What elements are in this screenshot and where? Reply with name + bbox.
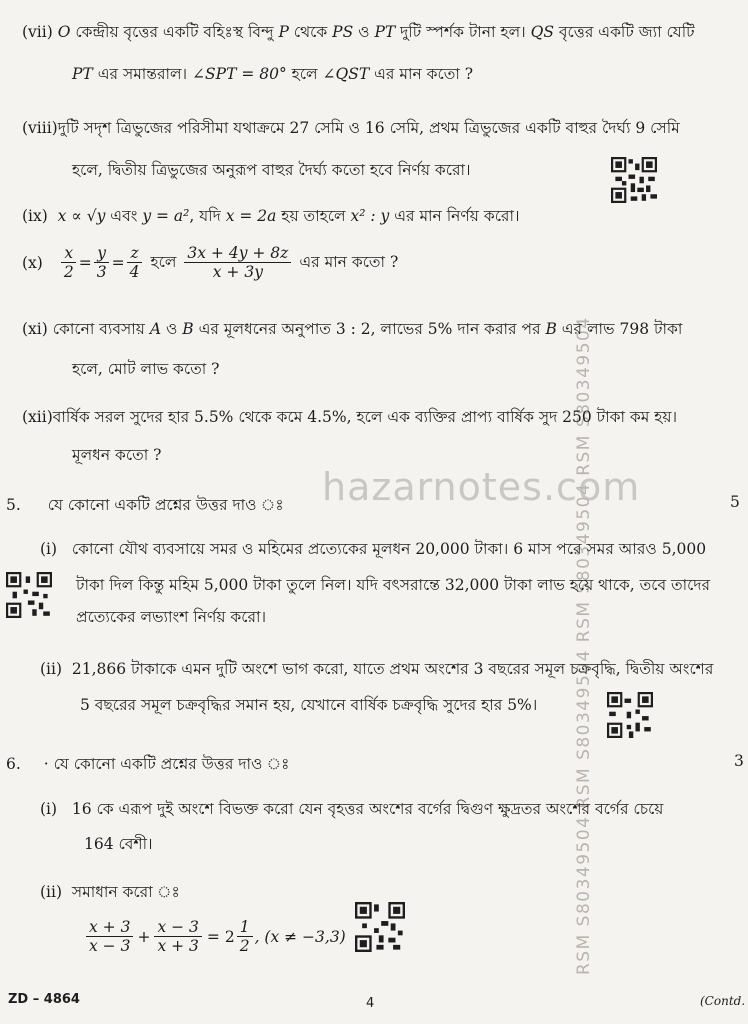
text: 21,866 টাকাকে এমন দুটি অংশে ভাগ করো, যাতে প্রথম অংশের 3 বছরের সমূল চক্রবৃদ্ধি, দ্বিতীয় অংশের — [71, 660, 714, 678]
math-text: x ∝ √y — [57, 207, 106, 225]
text: এর মান কতো ? — [299, 252, 399, 271]
item-number: (ix) — [22, 207, 48, 225]
math-text: B — [545, 320, 557, 338]
q4-x — [22, 244, 398, 281]
text: এর মূলধনের অনুপাত 3 : 2, লাভের 5% দান করার পর — [193, 320, 546, 338]
q4-xii-line2: মূলধন কতো ? — [72, 446, 162, 464]
math-text: PS — [332, 23, 354, 41]
item-number: (vii) — [22, 23, 53, 41]
math-text: B — [182, 320, 194, 338]
q4-viii-line2: হলে, দ্বিতীয় ত্রিভুজের অনুরূপ বাহুর দৈর্ঘ্য কতো হবে নির্ণয় করো। — [72, 161, 471, 179]
question-heading: · যে কোনো একটি প্রশ্নের উত্তর দাও ঃ — [43, 755, 290, 773]
side-stamp: RSM S80349504 RSM S80349504 RSM S80349504 RSM S80349504 — [574, 316, 594, 975]
watermark-text: hazarnotes.com — [322, 465, 641, 509]
q4-xii-line1 — [22, 405, 677, 431]
qr-code-icon — [355, 902, 405, 952]
q6-ii-equation — [84, 918, 346, 955]
item-number: (xii) — [22, 408, 53, 426]
condition: , (x ≠ −3,3) — [254, 927, 346, 946]
text: ও — [353, 23, 375, 41]
text: এর লাভ 798 টাকা — [556, 320, 683, 338]
item-number: (xi) — [22, 320, 48, 338]
qr-code-icon — [6, 572, 52, 618]
math-text: x = 2a — [225, 207, 277, 225]
text: থেকে — [288, 23, 333, 41]
question-number: 5. — [6, 496, 21, 514]
fraction — [154, 918, 201, 955]
text: , যদি — [189, 207, 226, 225]
q6-i-line1 — [40, 797, 663, 823]
denominator: x + 3 — [157, 937, 199, 955]
denominator: 2 — [63, 263, 74, 281]
qr-code-icon — [607, 692, 653, 738]
text: কোনো ব্যবসায় — [52, 320, 150, 338]
numerator: y — [94, 244, 109, 263]
fraction — [94, 244, 110, 281]
question-heading: যে কোনো একটি প্রশ্নের উত্তর দাও ঃ — [47, 496, 284, 514]
math-text: x² : y — [350, 207, 390, 225]
text: বৃত্তের একটি জ্যা যেটি — [553, 23, 695, 41]
text: দুটি সদৃশ ত্রিভুজের পরিসীমা যথাক্রমে 27 সেমি ও 16 সেমি, প্রথম ত্রিভুজের একটি বাহুর দৈর্ঘ্য 9 সেমি — [57, 119, 680, 137]
continued-label: (Contd. — [700, 994, 746, 1008]
numerator: x + 3 — [86, 918, 133, 937]
numerator: x − 3 — [154, 918, 201, 937]
q5-marks: 5 — [730, 493, 740, 511]
text: হয় তাহলে — [276, 207, 351, 225]
item-number: (x) — [22, 253, 43, 272]
text: বার্ষিক সরল সুদের হার 5.5% থেকে কমে 4.5%, হলে এক ব্যক্তির প্রাপ্য বার্ষিক সুদ 250 টাকা কম হয়। — [52, 408, 678, 426]
q5-ii-line2: 5 বছরের সমূল চক্রবৃদ্ধির সমান হয়, যেখানে বার্ষিক চক্রবৃদ্ধি সুদের হার 5%। — [80, 696, 538, 714]
q5-i-line1 — [40, 537, 706, 563]
item-number: (i) — [40, 800, 58, 818]
text: দুটি স্পর্শক টানা হল। — [395, 23, 531, 41]
text: এর সমান্তরাল। — [92, 65, 193, 83]
numerator: 3x + 4y + 8z — [184, 244, 291, 263]
math-text: QS — [530, 23, 554, 41]
math-text: ∠QST — [322, 65, 370, 83]
item-number: (i) — [40, 540, 58, 558]
equals-sign: = — [111, 253, 125, 272]
q4-vii-line2 — [72, 62, 473, 88]
text: কোনো যৌথ ব্যবসায়ে সমর ও মহিমের প্রত্যেকের মূলধন 20,000 টাকা। 6 মাস পরে সমর আরও 5,000 — [71, 540, 707, 558]
fraction — [237, 918, 253, 955]
equals-sign: = 2 — [206, 927, 235, 946]
text: এর মান নির্ণয় করো। — [389, 207, 520, 225]
denominator: 2 — [239, 937, 250, 955]
q4-xi-line2: হলে, মোট লাভ কতো ? — [72, 360, 220, 378]
item-number: (ii) — [40, 660, 63, 678]
q4-vii-line1 — [22, 20, 695, 46]
math-text: ∠SPT = 80° — [192, 65, 287, 83]
fraction — [127, 244, 143, 281]
math-text: PT — [374, 23, 396, 41]
numerator: z — [127, 244, 141, 263]
text: কেন্দ্রীয় বৃত্তের একটি বহিঃস্থ বিন্দু — [70, 23, 279, 41]
question-number: 6. — [6, 755, 21, 773]
equals-sign: = — [78, 253, 92, 272]
math-text: PT — [72, 65, 93, 83]
q4-viii-line1 — [22, 116, 680, 142]
item-number: (viii) — [22, 119, 58, 137]
text: সমাধান করো ঃ — [71, 883, 180, 901]
denominator: 3 — [96, 263, 107, 281]
plus-sign: + — [137, 927, 151, 946]
q6-heading-row — [6, 752, 289, 778]
denominator: x − 3 — [89, 937, 131, 955]
q6-marks: 3 — [734, 752, 744, 770]
math-text: A — [149, 320, 162, 338]
page-number: 4 — [366, 996, 375, 1011]
math-text: O — [57, 23, 71, 41]
math-text: y = a² — [142, 207, 190, 225]
q4-ix — [22, 204, 520, 230]
q5-i-line3: প্রত্যেকের লভ্যাংশ নির্ণয় করো। — [76, 608, 267, 626]
numerator: 1 — [237, 918, 253, 937]
denominator: 4 — [129, 263, 140, 281]
q5-heading-row — [6, 493, 284, 519]
fraction — [184, 244, 291, 281]
text: হলে — [150, 252, 177, 271]
text: ও — [161, 320, 183, 338]
q5-ii-line1 — [40, 657, 713, 683]
math-text: P — [278, 23, 289, 41]
qr-code-icon — [611, 157, 657, 203]
denominator: x + 3y — [212, 263, 263, 281]
q6-ii-label — [40, 880, 180, 906]
q5-i-line2: টাকা দিল কিন্তু মহিম 5,000 টাকা তুলে নিল। যদি বৎসরান্তে 32,000 টাকা লাভ হয়ে থাকে, তবে তাদের — [76, 576, 711, 594]
numerator: x — [61, 244, 76, 263]
item-number: (ii) — [40, 883, 63, 901]
text: এবং — [105, 207, 143, 225]
fraction — [86, 918, 133, 955]
q4-xi-line1 — [22, 317, 682, 343]
text: 16 কে এরূপ দুই অংশে বিভক্ত করো যেন বৃহত্তর অংশের বর্গের দ্বিগুণ ক্ষুদ্রতর অংশের বর্গের চেয়ে — [71, 800, 664, 818]
text: এর মান কতো ? — [369, 65, 474, 83]
q6-i-line2: 164 বেশী। — [84, 835, 153, 853]
paper-code: ZD – 4864 — [8, 992, 80, 1007]
text: হলে — [286, 65, 323, 83]
fraction — [61, 244, 77, 281]
